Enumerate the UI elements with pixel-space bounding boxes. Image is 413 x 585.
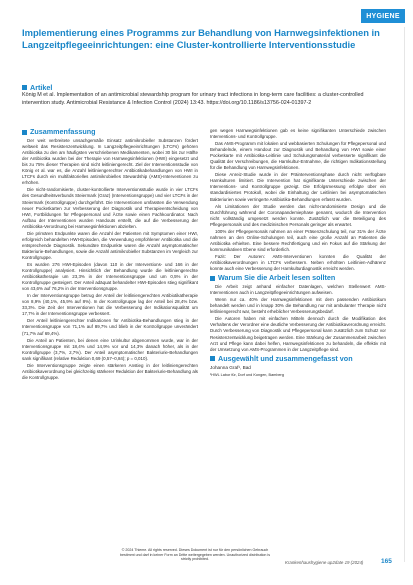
- section-tag: HYGIENE: [361, 9, 405, 23]
- summary-paragraph: Die nicht-randomisierte, cluster-kontrollierte Interventionsstudie wurde in vier LTCFs des Gesundheitsverbunds Steiermark (Graz) (Interventionsgruppe) und vier LTCFs in der Steiermark (Kontrollgruppe) durchgeführt. Die Interventionen umfassten die Verwendung neuer Pocketkarten zur Verbesserung der Diagnostik und Therapieentscheidung von HWI, Fortbildungen für Pflegepersonal und Ärzte sowie einen Fachkoordinator. Nach Aufbau der Interventionen wurden Handouts erstellt, die auf die Verbesserung der Antibiotika-Verordnung bei Harnwegsinfektionen abzielten.: [22, 187, 198, 229]
- relevance-heading-label: Warum Sie die Arbeit lesen sollten: [218, 273, 336, 283]
- article-heading-label: Artikel: [30, 83, 53, 92]
- page-number: 165: [381, 558, 392, 565]
- summary-heading: [22, 129, 198, 135]
- article-heading: [22, 83, 52, 92]
- body-paragraph: Als Limitationen der Studie werden das nicht-randomisierte Design und die Durchführung während der Coronapandemiephase genannt, wodurch die Intervention nicht vollständig umgesetzt werden konnte. Zusätzlich war die Beteiligung des Pflegepersonals und des medizinischen Personals geringer als erwartet.: [210, 203, 386, 227]
- relevance-paragraph: Die Arbeit zeigt anhand einfacher Datenlagen, welchen Stellenwert AMS-Interventionen auch in Langzeitpflegeeinrichtungen aufweisen.: [210, 284, 386, 296]
- summary-paragraph: Es wurden 276 HWI-Episoden (davon 110 in der Interventions- und 166 in der Kontrollgruppe) analysiert. Hinsichtlich der Behandlung wurde die leitliniengerechte Antibiotikatherapie um 23,3% in der Interventionsgruppe und um 0,5% in der Kontrollgruppe gesteigert. Der Anteil adäquat behandelter HWI-Episoden stieg signifikant von 43,6% auf 76,2% in der Interventionsgruppe.: [22, 261, 198, 292]
- body-paragraph: Diese Anreiz-Studie wurde in der Präinterventionsphase durch nicht verfügbare Harnkulturen limitiert. Die Intervention hat signifikante Unterschiede zwischen der Interventions- und Kontrollgruppe gezeigt. Die Erfolgsmessung erfolgte über ein standardisiertes Protokoll, wobei die Einhaltung der Leitlinien bei asymptomatischen Bakteriurien sowie verringerte Antibiotika-Behandlungen erfasst wurden.: [210, 172, 386, 202]
- relevance-paragraph: Wenn nur ca. 40% der Harnwegsinfektionen mit dem passenden Antibiotikum behandelt werden und in knapp 30% die Behandlung nur mit ambulanter Therapie nicht leitliniengerecht war, besteht erheblicher Verbesserungsbedarf.: [210, 297, 386, 315]
- relevance-heading: [210, 275, 386, 281]
- article-title: Implementierung eines Programms zur Behandlung von Harnwegsinfektionen in Langzeitpflegeeinrichtungen: eine Cluster-kontrollierte Interventionsstudie: [22, 27, 380, 50]
- section-marker-icon: [210, 276, 215, 281]
- page-edge-rule: [404, 27, 405, 562]
- body-paragraph: 100% der Pflegepersonals nahmen an einer Präsenzschulung teil, nur 31% der Ärzte nahmen an den Online-Schulungen teil, auch eine große Anzahl an Patienten die Antibiotika erhielten. Eine bessere Rechtfertigung und ein Fokus auf die Stärkung der kommunikativen Ebene sind erforderlich.: [210, 228, 386, 252]
- selection-heading: [210, 353, 386, 363]
- section-marker-icon: [22, 130, 27, 135]
- journal-name: Krankenhaushygiene up2date 19 (2024): [285, 560, 364, 565]
- summary-paragraph: Der weit verbreitete unsachgemäße Einsatz antimikrobieller Substanzen fördert weltweit das Resistenzentwicklung. In Langzeitpflegeeinrichtungen (LTCFs) gehören Antibiotika zu den am häufigsten verschriebenen Medikamenten, wobei 30 bis zur Hälfte der Antibiotika wurden bei der Therapie von Harnwegsinfektionen (HWI) eingesetzt und bis zu 75% dieser Therapien sind nicht leitliniengerecht. Ziel der Interventionsstudie von König et al. war es, die Anzahl leitliniengerechter Antibiotikabehandlungen von HWI in LTCFs durch ein multifaktorielles antimikrobielles Stewardship (AMS)-Interventionen zu erhöhen.: [22, 138, 198, 186]
- body-paragraph: Das AMS-Programm mit lokalen und webbasierten Schulungen für Pflegepersonal und Behandelnde, einem Handout zur Diagnostik und Behandlung von HWI sowie einer Pocketkarte mit Antibiotika-Leitlinie und Schulungsmaterial verbesserte signifikant die Qualität der Verschreibungen, die Harnkultur-Entnahme, die richtigen Indikationsstellung für die Behandlung von Harnwegsinfektionen.: [210, 141, 386, 171]
- article-citation: König M et al. Implementation of an antimicrobial stewardship program for urinary tract infections in long-term care facilities: a cluster-controlled intervention study. Antimicrobial Resistance & Infection Control (2024) 13:43. https://doi.org/10.1186/s13756-024-01397-2: [22, 92, 364, 106]
- body-paragraph: Fazit: Der Autoren: AMS-Interventionen konnten die Qualität der Antibiotikaverordnungen in LTCFs verbessern. Neben erhöhten Leitlinien-Adhärenz konnte auch eine Verbesserung der Harnkulturdiagnostik erreicht werden.: [210, 253, 386, 272]
- summary-paragraph: Die primären Endpunkte waren die Anzahl der Patienten mit Symptomen einer HWI, erfolgreich behandelten HWI-Episoden, die Verwendung empfohlener Antibiotika und die entsprechende Diagnostik. Sekundäre Endpunkte waren die Anzahl asymptomatischer Bakteriurie-Behandlungen, sowie die Anzahl antimikrobieller Substanzen im Vergleich zur Kontrollgruppe.: [22, 230, 198, 260]
- selection-author: Johanna Graf¹, Bad: [210, 364, 251, 370]
- summary-paragraph: Die Anteil an Patienten, bei denen eine Urinkultur abgenommen wurde, war in der Interventionsgruppe mit 18,4% und 14,9% vor und 14,3% danach höher, als in der Kontrollgruppe (3,7%, 2,7%). Der Anteil asymptomatischer Bakteriurie-Behandlungen sank signifikant (relative Reduktion 0,69 (0,57–0,84); p = 0,010).: [22, 337, 198, 361]
- right-column: [210, 128, 386, 379]
- left-column: [22, 128, 198, 382]
- section-marker-icon: [210, 356, 215, 361]
- summary-heading-label: Zusammenfassung: [30, 127, 96, 136]
- section-marker-icon: [22, 85, 27, 90]
- summary-paragraph: In der Interventionsgruppe betrug der Anteil der leitliniengerechten Antibiotikatherapie von 8,9% (40,1%, 45,9% auf 8%). In der Kontrollgruppe lag der Anteil bei 28,4% bzw. 33,3%. Die Zeit der Interventionen hat die Verbesserung der Indikationsqualität um 17,7% in der Interventionsgruppe verbessert.: [22, 293, 198, 317]
- selection-heading-label: Ausgewählt und zusammengefasst von: [218, 353, 353, 363]
- relevance-paragraph: Die Autoren haben mit einfachen Mitteln dennoch durch die Modifikation des Verhaltens der Verordner eine deutliche Verbesserung der Antibiotikaverordnung erreicht. Durch Verbesserung von Diagnostik und Pflegepersonal kann zusätzlich zum Schutz vor Resistenzentwicklung beigetragen werden. Eine Stärkung der Zusammenarbeit zwischen Arzt und Pflege kann dabei helfen, Harnwegsinfektionen zu behandeln, die effektiv mit der Umsetzung von AMS-Programmen in der Langzeitpflege sind.: [210, 316, 386, 352]
- body-paragraph: gen wegen Harnwegsinfektionen gab es keine signifikanten Unterschiede zwischen Interventions- und Kontrollgruppe.: [210, 128, 386, 140]
- selection-affiliation: ¹HWL Labor für, Dorf und Kongen, Bamberg: [210, 372, 284, 377]
- summary-paragraph: Der Anteil leitliniengerechter Indikationen für Antibiotika-Behandlungen stieg in der Interventionsgruppe von 71,1% auf 89,7% und blieb in der Kontrollgruppe unverändert (71,7% auf 69,4%).: [22, 318, 198, 336]
- summary-paragraph: Die Interventionsgruppe zeigte einen stärkeren Anstieg in der leitliniengerechten Antibiotikaverordnung bei gleichzeitig stärkerer Reduktion der Bakteriurie-Behandlung als die Kontrollgruppe.: [22, 362, 198, 380]
- imprint-note: © 2024 Thieme. All rights reserved. Dieses Dokument ist nur für den persönlichen Gebrauch bestimmt und darf in keiner Form an Dritte weitergegeben werden. Unauthorized distribution is strictly prohibited.: [120, 548, 271, 562]
